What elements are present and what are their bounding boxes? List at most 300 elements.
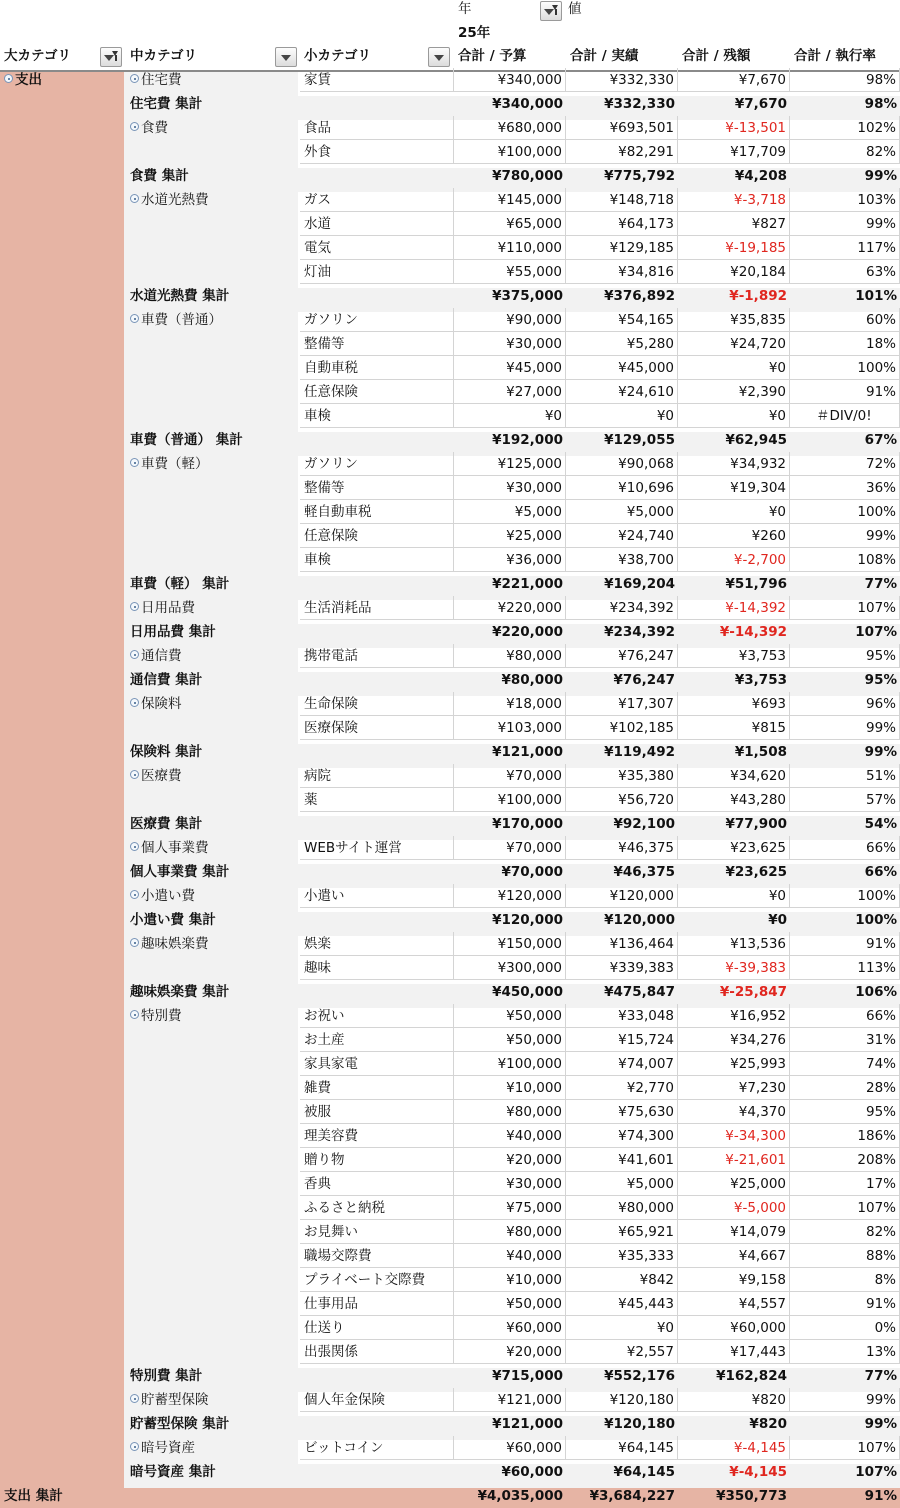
value-cell: ¥35,835 [678,308,790,332]
small-category-cell: 生命保険 [300,692,454,716]
small-category-cell: 生活消耗品 [300,596,454,620]
mid-category-cell[interactable] [126,932,296,956]
value-cell: 72% [790,452,900,476]
subtotal-value: ¥0 [768,912,787,928]
year-filter-button[interactable] [540,1,562,21]
year-field-label[interactable]: 年 [458,1,472,17]
subtotal-label: 水道光熱費 集計 [130,288,230,304]
value-cell: 36% [790,476,900,500]
value-cell: ¥102,185 [566,716,678,740]
value-cell: ¥60,000 [454,1436,566,1460]
small-category-cell: 水道 [300,212,454,236]
value-cell: ¥40,000 [454,1244,566,1268]
value-cell: ¥80,000 [454,644,566,668]
value-cell: 100% [790,500,900,524]
value-cell: ¥24,720 [678,332,790,356]
small-category-cell: 被服 [300,1100,454,1124]
subtotal-value: ¥4,208 [734,168,787,184]
small-category-cell: ビットコイン [300,1436,454,1460]
subtotal-label: 医療費 集計 [130,816,203,832]
value-cell: ¥36,000 [454,548,566,572]
subtotal-value: ¥376,892 [604,288,675,304]
small-category-cell: お土産 [300,1028,454,1052]
small-category-cell: 病院 [300,764,454,788]
subtotal-value: ¥60,000 [501,1464,563,1480]
header-budget: 合計 / 予算 [458,48,527,64]
small-category-cell: お祝い [300,1004,454,1028]
small-category-cell: 贈り物 [300,1148,454,1172]
value-cell: ¥-3,718 [678,188,790,212]
small-category-cell: プライベート交際費 [300,1268,454,1292]
mid-category-label: 日用品費 [141,600,195,616]
value-cell: ¥0 [566,1316,678,1340]
mid-category-label: 小遣い費 [141,888,195,904]
value-cell: ¥-21,601 [678,1148,790,1172]
value-cell: 91% [790,932,900,956]
value-cell: ¥65,000 [454,212,566,236]
small-category-cell: 理美容費 [300,1124,454,1148]
value-cell: ¥34,932 [678,452,790,476]
filter-funnel-icon [552,5,558,15]
value-cell: ¥220,000 [454,596,566,620]
value-cell: ¥90,068 [566,452,678,476]
value-cell: ¥35,333 [566,1244,678,1268]
subtotal-value: ¥80,000 [501,672,563,688]
subtotal-value: ¥715,000 [492,1368,563,1384]
value-cell: ¥260 [678,524,790,548]
value-cell: ¥148,718 [566,188,678,212]
small-category-cell: 任意保険 [300,380,454,404]
subtotal-label: 住宅費 集計 [130,96,203,112]
value-cell: ¥5,000 [566,1172,678,1196]
mid-category-cell[interactable] [126,308,296,332]
value-cell: 60% [790,308,900,332]
header-large-category: 大カテゴリ [4,48,71,64]
mid-category-cell[interactable] [126,884,296,908]
value-cell: 31% [790,1028,900,1052]
small-category-cell: 薬 [300,788,454,812]
subtotal-value: 67% [864,432,897,448]
value-cell: ¥842 [566,1268,678,1292]
grand-total-value: ¥4,035,000 [477,1488,563,1504]
mid-category-cell[interactable] [126,692,296,716]
value-cell: ¥19,304 [678,476,790,500]
subtotal-value: ¥62,945 [725,432,787,448]
subtotal-value: ¥332,330 [604,96,675,112]
mid-category-label: 車費（軽） [141,456,209,472]
small-category-cell: 電気 [300,236,454,260]
subtotal-label: 通信費 集計 [130,672,203,688]
small-category-cell: 趣味 [300,956,454,980]
value-cell: 95% [790,644,900,668]
subtotal-value: ¥162,824 [716,1368,787,1384]
subtotal-value: ¥120,000 [492,912,563,928]
small-category-cell: 家具家電 [300,1052,454,1076]
subtotal-value: ¥92,100 [613,816,675,832]
subtotal-value: 95% [864,672,897,688]
value-cell: 186% [790,1124,900,1148]
value-cell: ¥-34,300 [678,1124,790,1148]
mid-category-cell[interactable] [126,644,296,668]
value-cell: ¥10,696 [566,476,678,500]
value-cell: ¥693,501 [566,116,678,140]
header-mid-category: 中カテゴリ [130,48,197,64]
mid-category-cell[interactable] [126,836,296,860]
mid-category-cell[interactable] [126,596,296,620]
subtotal-value: ¥170,000 [492,816,563,832]
value-cell: ¥820 [678,1388,790,1412]
value-cell: ¥125,000 [454,452,566,476]
value-cell: ¥80,000 [566,1196,678,1220]
mid-category-cell[interactable] [126,68,296,92]
collapse-icon[interactable] [130,602,139,611]
small-category-cell: 車検 [300,548,454,572]
value-cell: ¥9,158 [678,1268,790,1292]
subtotal-value: 99% [864,1416,897,1432]
small-category-cell: ふるさと納税 [300,1196,454,1220]
small-category-cell: 携帯電話 [300,644,454,668]
value-cell: ¥35,380 [566,764,678,788]
subtotal-value: ¥64,145 [613,1464,675,1480]
value-cell: ¥54,165 [566,308,678,332]
subtotal-value: ¥192,000 [492,432,563,448]
subtotal-value: 54% [864,816,897,832]
value-cell: ¥64,145 [566,1436,678,1460]
collapse-icon[interactable] [130,1442,139,1451]
value-cell: ¥23,625 [678,836,790,860]
value-cell: ¥693 [678,692,790,716]
small-category-cell: 食品 [300,116,454,140]
subtotal-label: 特別費 集計 [130,1368,203,1384]
value-cell: ¥0 [454,404,566,428]
value-cell: ¥50,000 [454,1292,566,1316]
mid-category-cell[interactable] [126,764,296,788]
mid-category-cell[interactable] [126,116,296,140]
subtotal-label: 小遣い費 集計 [130,912,216,928]
small-category-cell: 娯楽 [300,932,454,956]
subtotal-label: 暗号資産 集計 [130,1464,216,1480]
value-cell: 98% [790,68,900,92]
value-cell: ¥4,557 [678,1292,790,1316]
value-cell: ¥74,007 [566,1052,678,1076]
subtotal-value: ¥119,492 [604,744,675,760]
value-cell: ＃DIV/0! [790,404,900,428]
value-cell: ¥2,557 [566,1340,678,1364]
year-value-label: 25年 [458,25,491,41]
small-category-cell: 雑費 [300,1076,454,1100]
value-cell: 0% [790,1316,900,1340]
value-cell: ¥90,000 [454,308,566,332]
small-category-cell: WEBサイト運営 [300,836,454,860]
value-cell: ¥25,000 [454,524,566,548]
small-category-cell: お見舞い [300,1220,454,1244]
subtotal-value: 77% [864,1368,897,1384]
value-cell: ¥46,375 [566,836,678,860]
value-cell: ¥60,000 [454,1316,566,1340]
value-cell: ¥30,000 [454,332,566,356]
subtotal-value: 107% [855,624,897,640]
value-cell: ¥332,330 [566,68,678,92]
mid-category-label: 通信費 [141,648,182,664]
value-cell: ¥5,000 [566,500,678,524]
subtotal-value: ¥129,055 [604,432,675,448]
small-category-cell: ガソリン [300,308,454,332]
value-cell: ¥815 [678,716,790,740]
grand-total-value: ¥3,684,227 [589,1488,675,1504]
value-cell: 208% [790,1148,900,1172]
value-cell: ¥121,000 [454,1388,566,1412]
mid-category-cell[interactable] [126,1388,296,1412]
value-cell: ¥120,000 [454,884,566,908]
value-cell: ¥0 [678,884,790,908]
value-cell: ¥103,000 [454,716,566,740]
subtotal-value: 106% [855,984,897,1000]
subtotal-value: 98% [864,96,897,112]
value-cell: ¥-2,700 [678,548,790,572]
value-cell: ¥75,000 [454,1196,566,1220]
collapse-icon[interactable] [130,1010,139,1019]
value-cell: 99% [790,1388,900,1412]
subtotal-value: ¥552,176 [604,1368,675,1384]
small-category-cell: 整備等 [300,332,454,356]
value-cell: ¥50,000 [454,1004,566,1028]
mid-category-label: 特別費 [141,1008,182,1024]
collapse-icon[interactable] [130,650,139,659]
value-cell: 51% [790,764,900,788]
value-cell: ¥34,620 [678,764,790,788]
header-actual: 合計 / 実績 [570,48,639,64]
mid-category-label: 貯蓄型保険 [141,1392,209,1408]
value-cell: ¥129,185 [566,236,678,260]
value-cell: ¥41,601 [566,1148,678,1172]
value-cell: ¥65,921 [566,1220,678,1244]
value-cell: 107% [790,1196,900,1220]
value-cell: ¥70,000 [454,764,566,788]
value-cell: ¥680,000 [454,116,566,140]
small-category-cell: 任意保険 [300,524,454,548]
subtotal-value: ¥76,247 [613,672,675,688]
mid-category-cell[interactable] [126,1004,296,1028]
value-cell: 100% [790,884,900,908]
header-remaining: 合計 / 残額 [682,48,751,64]
small-category-cell: 外食 [300,140,454,164]
grand-total-value: ¥350,773 [716,1488,787,1504]
mid-category-cell[interactable] [126,188,296,212]
value-cell: 117% [790,236,900,260]
mid-category-label: 住宅費 [141,72,182,88]
value-cell: ¥-39,383 [678,956,790,980]
mid-category-label: 水道光熱費 [141,192,209,208]
value-cell: 17% [790,1172,900,1196]
mid-category-label: 暗号資産 [141,1440,195,1456]
collapse-icon[interactable] [130,938,139,947]
value-cell: ¥827 [678,212,790,236]
mid-category-cell[interactable] [126,1436,296,1460]
subtotal-label: 車費（普通） 集計 [130,432,243,448]
value-cell: ¥75,630 [566,1100,678,1124]
value-cell: ¥30,000 [454,1172,566,1196]
subtotal-value: 101% [855,288,897,304]
subtotal-value: ¥340,000 [492,96,563,112]
value-cell: ¥120,180 [566,1388,678,1412]
value-cell: 88% [790,1244,900,1268]
value-cell: ¥24,610 [566,380,678,404]
value-cell: ¥100,000 [454,140,566,164]
value-cell: ¥7,230 [678,1076,790,1100]
value-cell: 28% [790,1076,900,1100]
value-cell: ¥43,280 [678,788,790,812]
large-category-cell[interactable]: 支出 [0,68,124,92]
value-cell: ¥145,000 [454,188,566,212]
small-category-cell: ガソリン [300,452,454,476]
subtotal-value: ¥-1,892 [729,288,787,304]
subtotal-value: ¥169,204 [604,576,675,592]
small-category-cell: 個人年金保険 [300,1388,454,1412]
value-cell: ¥18,000 [454,692,566,716]
value-cell: ¥10,000 [454,1076,566,1100]
subtotal-value: ¥1,508 [734,744,787,760]
values-field-label[interactable]: 値 [568,1,582,17]
subtotal-value: ¥46,375 [613,864,675,880]
subtotal-value: 100% [855,912,897,928]
value-cell: 108% [790,548,900,572]
value-cell: ¥136,464 [566,932,678,956]
value-cell: ¥10,000 [454,1268,566,1292]
subtotal-value: ¥775,792 [604,168,675,184]
value-cell: ¥234,392 [566,596,678,620]
collapse-icon[interactable] [130,890,139,899]
large-category-filter-button[interactable] [100,47,122,67]
mid-category-cell[interactable] [126,452,296,476]
subtotal-value: ¥-14,392 [719,624,787,640]
value-cell: 82% [790,140,900,164]
collapse-icon[interactable] [130,1394,139,1403]
subtotal-value: ¥121,000 [492,1416,563,1432]
subtotal-value: 77% [864,576,897,592]
small-category-cell: 整備等 [300,476,454,500]
value-cell: ¥2,390 [678,380,790,404]
collapse-icon[interactable] [130,74,139,83]
subtotal-value: ¥120,000 [604,912,675,928]
value-cell: ¥17,443 [678,1340,790,1364]
value-cell: ¥38,700 [566,548,678,572]
value-cell: ¥24,740 [566,524,678,548]
value-cell: ¥2,770 [566,1076,678,1100]
value-cell: 82% [790,1220,900,1244]
value-cell: ¥5,280 [566,332,678,356]
value-cell: ¥0 [678,404,790,428]
small-category-cell: 自動車税 [300,356,454,380]
value-cell: ¥14,079 [678,1220,790,1244]
small-category-cell: 小遣い [300,884,454,908]
subtotal-value: 99% [864,168,897,184]
subtotal-value: ¥120,180 [604,1416,675,1432]
value-cell: ¥340,000 [454,68,566,92]
value-cell: 13% [790,1340,900,1364]
grand-total-label: 支出 集計 [4,1488,63,1504]
collapse-icon[interactable] [130,842,139,851]
small-category-cell: 香典 [300,1172,454,1196]
dropdown-arrow-icon [434,55,444,61]
collapse-icon[interactable] [130,194,139,203]
value-cell: 107% [790,1436,900,1460]
value-cell: ¥3,753 [678,644,790,668]
collapse-icon[interactable] [130,698,139,707]
value-cell: ¥20,000 [454,1340,566,1364]
value-cell: ¥16,952 [678,1004,790,1028]
collapse-icon[interactable] [130,314,139,323]
grand-total-value: 91% [864,1488,897,1504]
collapse-icon[interactable] [130,770,139,779]
value-cell: 99% [790,716,900,740]
subtotal-value: ¥780,000 [492,168,563,184]
value-cell: ¥4,667 [678,1244,790,1268]
subtotal-value: ¥450,000 [492,984,563,1000]
subtotal-value: ¥23,625 [725,864,787,880]
mid-category-band [124,1008,298,1368]
value-cell: ¥4,370 [678,1100,790,1124]
value-cell: ¥45,000 [566,356,678,380]
value-cell: ¥17,709 [678,140,790,164]
value-cell: ¥120,000 [566,884,678,908]
value-cell: 66% [790,1004,900,1028]
value-cell: ¥64,173 [566,212,678,236]
value-cell: 103% [790,188,900,212]
small-category-filter-button[interactable] [428,47,450,67]
mid-category-label: 趣味娯楽費 [141,936,209,952]
value-cell: ¥-19,185 [678,236,790,260]
value-cell: ¥60,000 [678,1316,790,1340]
collapse-icon[interactable] [4,74,13,83]
small-category-cell: 家賃 [300,68,454,92]
value-cell: 107% [790,596,900,620]
subtotal-value: ¥7,670 [734,96,787,112]
subtotal-value: ¥-25,847 [719,984,787,1000]
value-cell: ¥74,300 [566,1124,678,1148]
subtotal-value: 107% [855,1464,897,1480]
value-cell: ¥100,000 [454,1052,566,1076]
subtotal-label: 貯蓄型保険 集計 [130,1416,230,1432]
subtotal-label: 保険料 集計 [130,744,203,760]
small-category-cell: 軽自動車税 [300,500,454,524]
collapse-icon[interactable] [130,122,139,131]
subtotal-value: ¥77,900 [725,816,787,832]
small-category-cell: 仕送り [300,1316,454,1340]
value-cell: 74% [790,1052,900,1076]
subtotal-value: ¥51,796 [725,576,787,592]
value-cell: ¥45,443 [566,1292,678,1316]
value-cell: ¥13,536 [678,932,790,956]
value-cell: 63% [790,260,900,284]
value-cell: 99% [790,212,900,236]
value-cell: ¥34,276 [678,1028,790,1052]
value-cell: ¥45,000 [454,356,566,380]
value-cell: ¥27,000 [454,380,566,404]
value-cell: ¥150,000 [454,932,566,956]
small-category-cell: 灯油 [300,260,454,284]
value-cell: ¥-13,501 [678,116,790,140]
value-cell: ¥33,048 [566,1004,678,1028]
value-cell: ¥76,247 [566,644,678,668]
value-cell: 100% [790,356,900,380]
subtotal-value: ¥375,000 [492,288,563,304]
collapse-icon[interactable] [130,458,139,467]
value-cell: ¥30,000 [454,476,566,500]
value-cell: 95% [790,1100,900,1124]
value-cell: ¥40,000 [454,1124,566,1148]
mid-category-filter-button[interactable] [275,47,297,67]
value-cell: ¥25,000 [678,1172,790,1196]
